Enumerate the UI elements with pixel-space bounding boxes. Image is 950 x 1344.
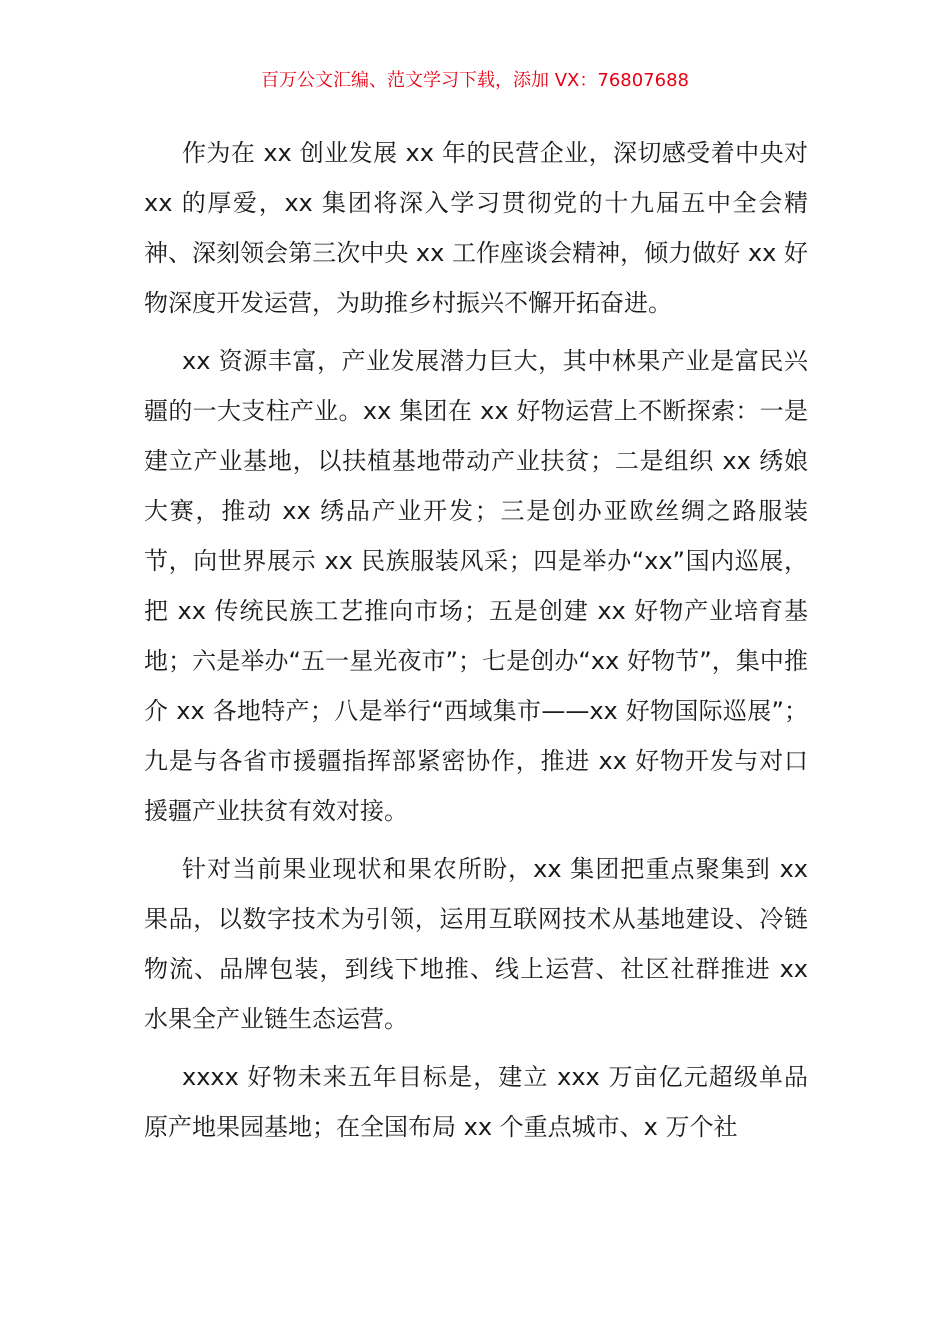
watermark-header: 百万公文汇编、范文学习下载，添加 VX：76807688 (261, 70, 689, 91)
paragraph-1: 作为在 xx 创业发展 xx 年的民营企业，深切感受着中央对 xx 的厚爱，xx 集团将深入学习贯彻党的十九届五中全会精神、深刻领会第三次中央 xx 工作座谈会精神，倾力做好 xx 好物深度开发运营，为助推乡村振兴不懈开拓奋进。 (144, 139, 808, 317)
paragraph-2: xx 资源丰富，产业发展潜力巨大，其中林果产业是富民兴疆的一大支柱产业。xx 集团在 xx 好物运营上不断探索：一是建立产业基地，以扶植基地带动产业扶贫；二是组织 xx 绣娘大赛，推动 xx 绣品产业开发；三是创办亚欧丝绸之路服装节，向世界展示 xx 民族服装风采；四是举办“xx”国内巡展，把 xx 传统民族工艺推向市场；五是创建 xx 好物产业培育基地；六是举办“五一星光夜市”；七是创办“xx 好物节”，集中推介 xx 各地特产；八是举行“西域集市——xx 好物国际巡展”；九是与各省市援疆指挥部紧密协作，推进 xx 好物开发与对口援疆产业扶贫有效对接。 (144, 347, 808, 825)
paragraph-3: 针对当前果业现状和果农所盼，xx 集团把重点聚集到 xx 果品，以数字技术为引领，运用互联网技术从基地建设、冷链物流、品牌包装，到线下地推、线上运营、社区社群推进 xx 水果全产业链生态运营。 (144, 855, 808, 1033)
paragraph-4: xxxx 好物未来五年目标是，建立 xxx 万亩亿元超级单品原产地果园基地；在全国布局 xx 个重点城市、x 万个社 (144, 1063, 808, 1141)
document-body (144, 128, 808, 1160)
